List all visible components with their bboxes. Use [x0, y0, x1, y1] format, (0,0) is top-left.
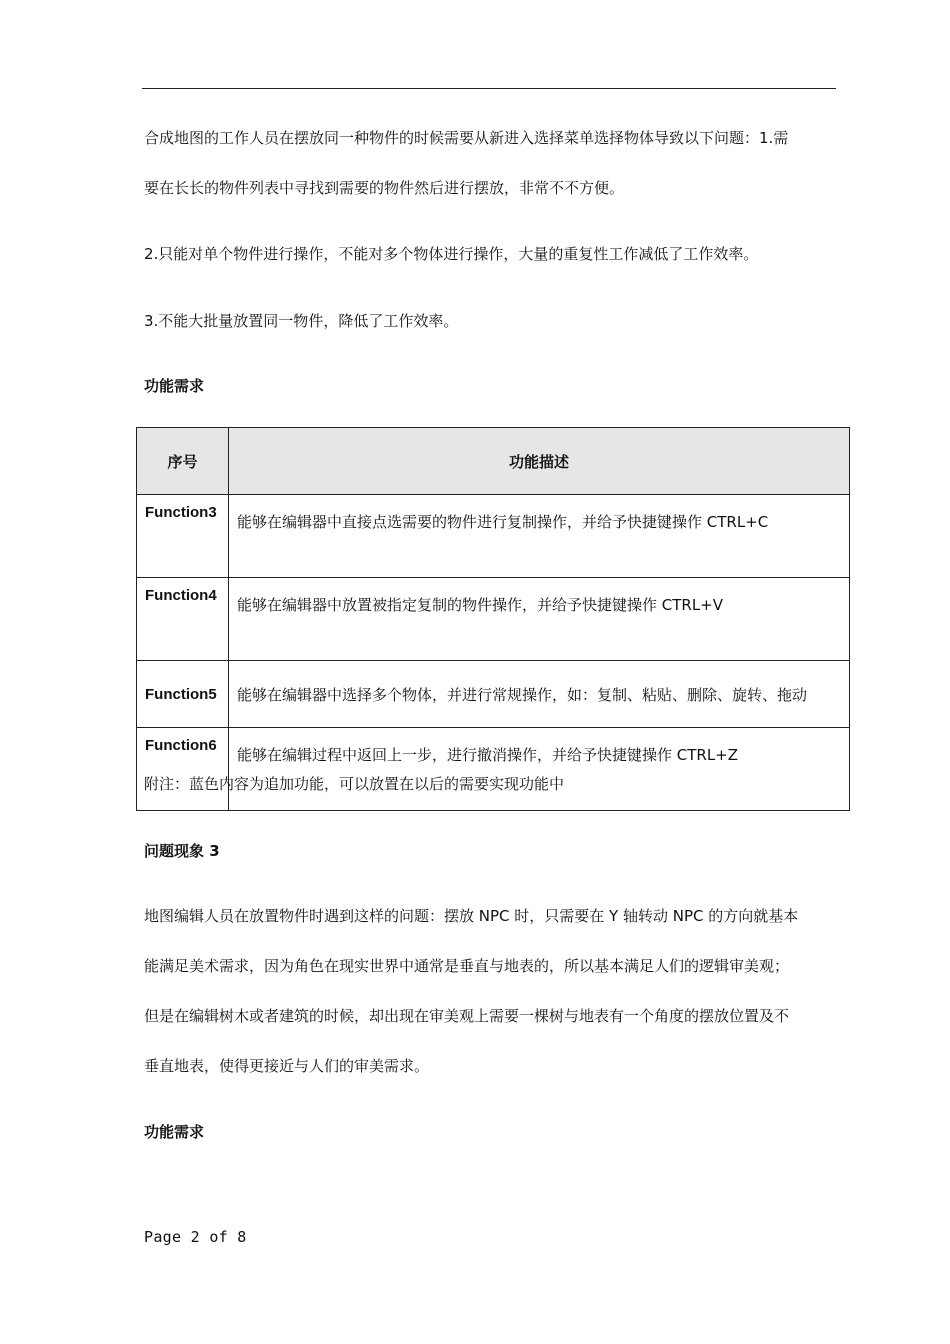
table-row [137, 495, 850, 578]
problem3-line-4: 垂直地表，使得更接近与人们的审美需求。 [144, 1057, 430, 1075]
function-desc-cell: 能够在编辑器中直接点选需要的物件进行复制操作，并给予快捷键操作 CTRL+C [229, 495, 850, 578]
problem3-line-2: 能满足美术需求，因为角色在现实世界中通常是垂直与地表的，所以基本满足人们的逻辑审美观； [144, 957, 790, 975]
function-id-cell: Function6 [137, 728, 229, 811]
table-row [137, 578, 850, 661]
requirements-table [136, 427, 850, 811]
section-heading-requirements-2: 功能需求 [144, 1123, 205, 1141]
function-desc-cell: 能够在编辑器中选择多个物体，并进行常规操作，如：复制、粘贴、删除、旋转、拖动 [229, 661, 850, 728]
problem-item-2: 2.只能对单个物件进行操作，不能对多个物体进行操作，大量的重复性工作减低了工作效率。 [144, 245, 759, 263]
problem3-line-1: 地图编辑人员在放置物件时遇到这样的问题：摆放 NPC 时，只需要在 Y 轴转动 NPC 的方向就基本 [144, 907, 799, 925]
page-number: Page 2 of 8 [144, 1228, 247, 1246]
function-desc-cell: 能够在编辑器中放置被指定复制的物件操作，并给予快捷键操作 CTRL+V [229, 578, 850, 661]
table-note: 附注：蓝色内容为追加功能，可以放置在以后的需要实现功能中 [144, 775, 565, 793]
function-id-cell: Function5 [137, 661, 229, 728]
intro-line-1: 合成地图的工作人员在摆放同一种物件的时候需要从新进入选择菜单选择物体导致以下问题：1.需 [144, 129, 789, 147]
table-row [137, 728, 850, 811]
header-rule [142, 88, 836, 89]
table-row [137, 661, 850, 728]
table-header-row [137, 428, 850, 495]
column-header-number: 序号 [137, 428, 229, 495]
intro-line-2: 要在长长的物件列表中寻找到需要的物件然后进行摆放，非常不不方便。 [144, 179, 625, 197]
section-heading-problem-3: 问题现象 3 [144, 842, 220, 860]
problem-item-3: 3.不能大批量放置同一物件，降低了工作效率。 [144, 312, 459, 330]
function-id-cell: Function4 [137, 578, 229, 661]
column-header-description: 功能描述 [229, 428, 850, 495]
section-heading-requirements: 功能需求 [144, 377, 205, 395]
function-id-cell: Function3 [137, 495, 229, 578]
function-desc-cell: 能够在编辑过程中返回上一步，进行撤消操作，并给予快捷键操作 CTRL+Z [229, 728, 850, 811]
problem3-line-3: 但是在编辑树木或者建筑的时候，却出现在审美观上需要一棵树与地表有一个角度的摆放位置及不 [144, 1007, 790, 1025]
